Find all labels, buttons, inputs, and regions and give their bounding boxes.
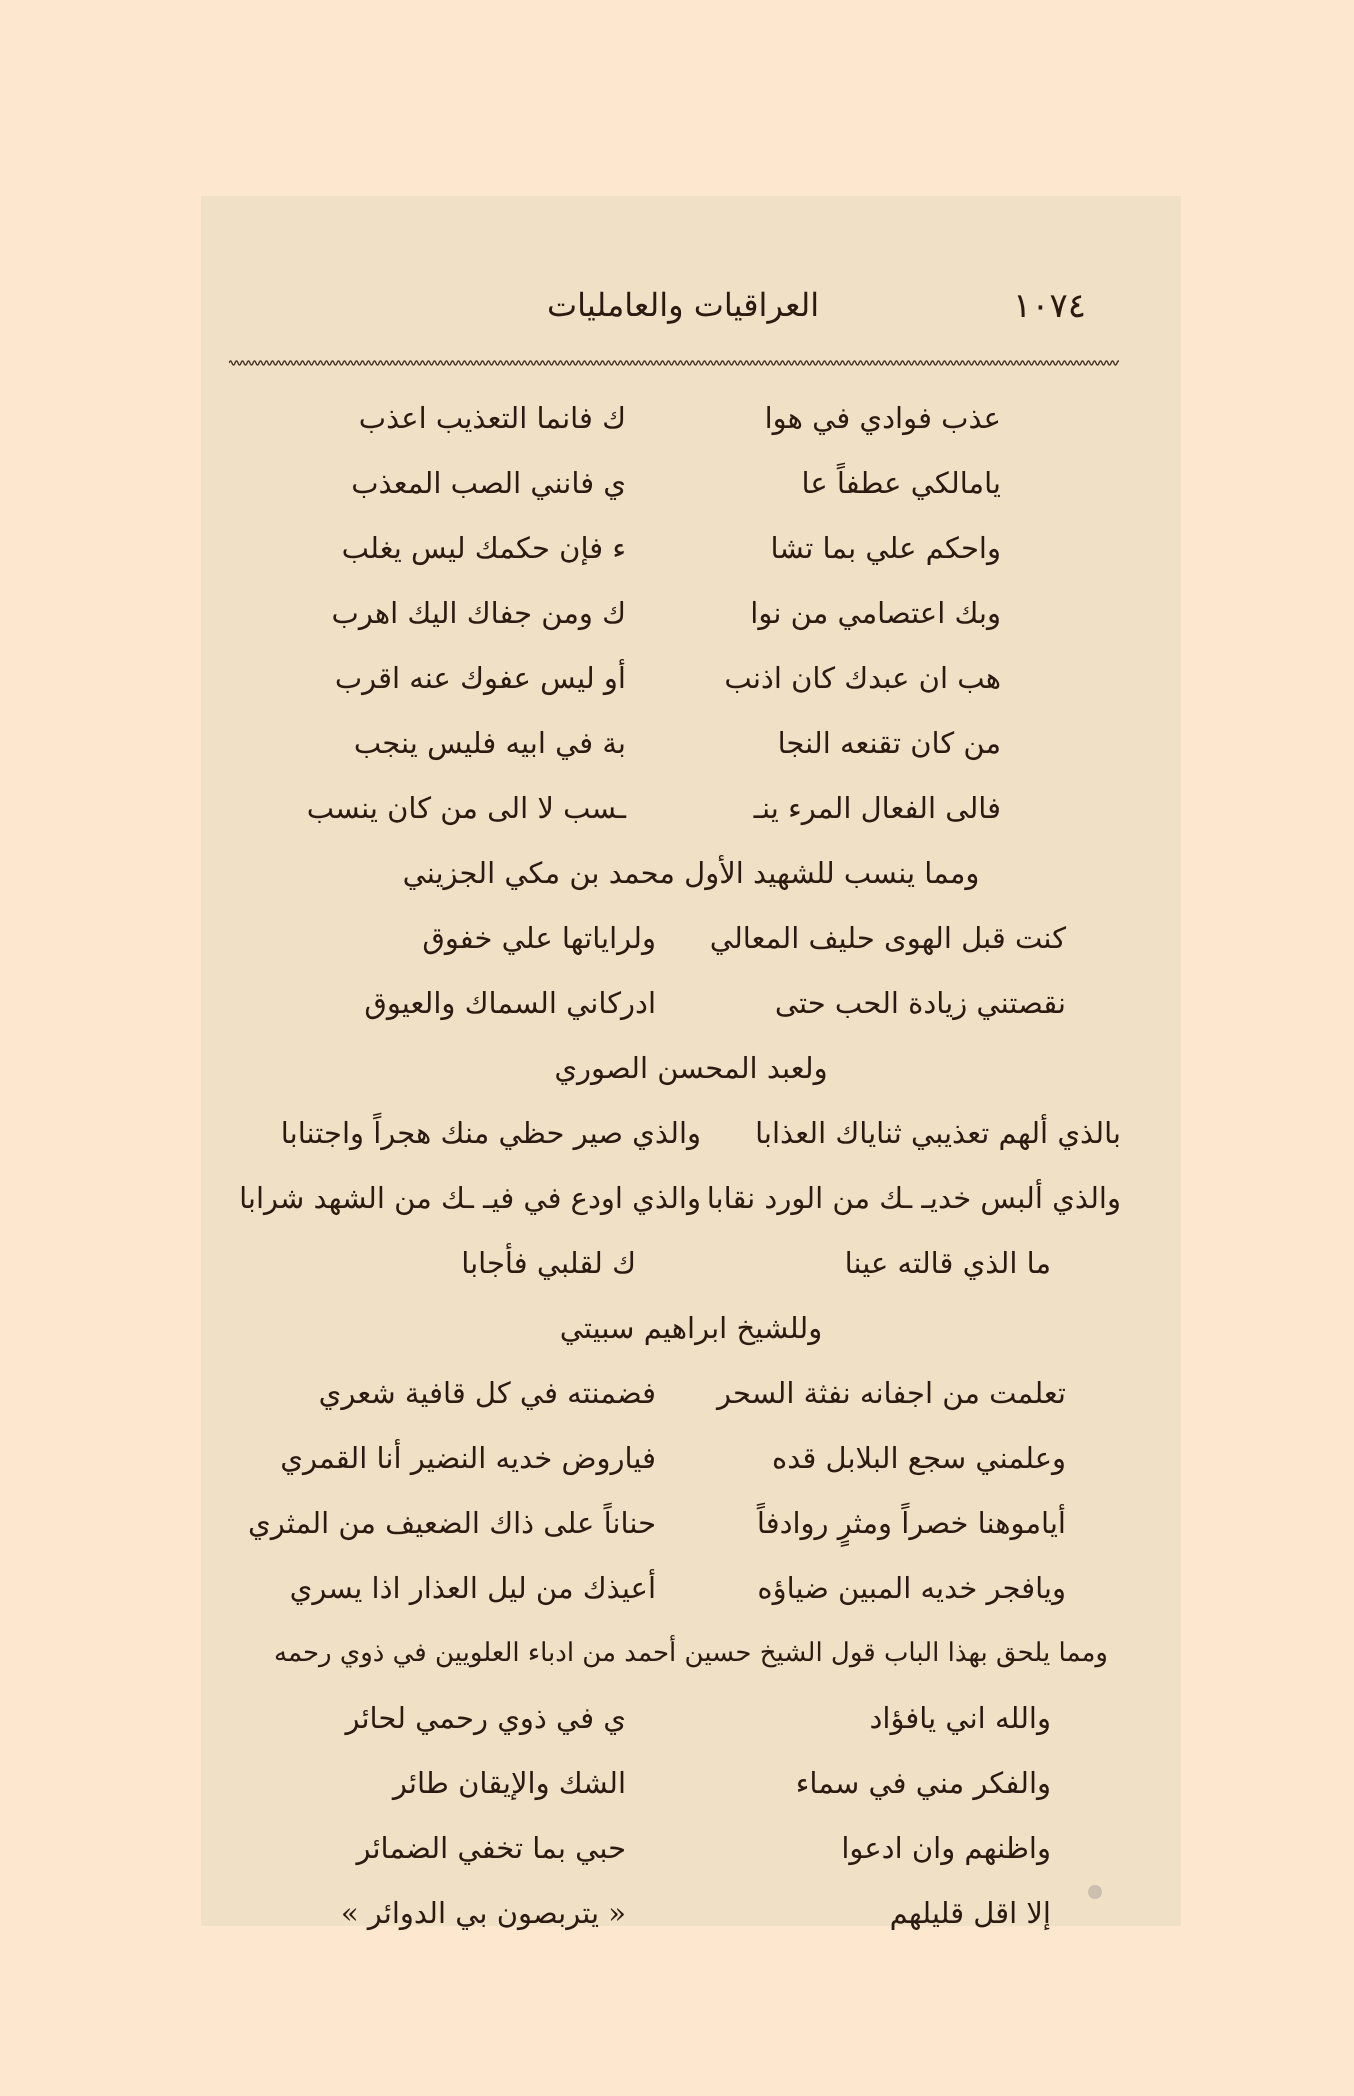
first-hemistich: والفكر مني في سماء [795, 1766, 1051, 1800]
first-hemistich: نقصتني زيادة الحب حتى [774, 986, 1066, 1020]
page-header [201, 286, 1181, 336]
book-page [201, 196, 1181, 1930]
running-title: العراقيات والعامليات [547, 286, 820, 324]
line-text: ومما يلحق بهذا الباب قول الشيخ حسين أحمد من ادباء العلويين في ذوي رحمه [274, 1638, 1108, 1668]
verse-line [201, 1101, 1181, 1166]
first-hemistich: أياموهنا خصراً ومثرٍ روادفاً [756, 1506, 1066, 1540]
verse-line [201, 906, 1181, 971]
second-hemistich: فياروض خديه النضير أنا القمري [280, 1441, 656, 1475]
verse-line [201, 1556, 1181, 1621]
first-hemistich: واحكم علي بما تشا [770, 531, 1001, 565]
first-hemistich: ما الذي قالته عينا [844, 1246, 1051, 1280]
first-hemistich: بالذي ألهم تعذيبي ثناياك العذابا [755, 1116, 1121, 1150]
verse-line [201, 1751, 1181, 1816]
section-heading [201, 1296, 1181, 1361]
second-hemistich: ي في ذوي رحمي لحائر [345, 1701, 626, 1735]
verse-line [201, 711, 1181, 776]
line-text: وللشيخ ابراهيم سبيتي [559, 1311, 823, 1345]
verse-line [201, 581, 1181, 646]
line-text: ولعبد المحسن الصوري [554, 1051, 828, 1085]
first-hemistich: وبك اعتصامي من نوا [750, 596, 1001, 630]
verse-line [201, 1361, 1181, 1426]
verse-line [201, 971, 1181, 1036]
second-hemistich: والذي صير حظي منك هجراً واجتنابا [280, 1116, 701, 1150]
verse-line [201, 776, 1181, 841]
second-hemistich: ولراياتها علي خفوق [422, 921, 656, 955]
first-hemistich: وعلمني سجع البلابل قده [772, 1441, 1066, 1475]
second-hemistich: فضمنته في كل قافية شعري [318, 1376, 656, 1410]
second-hemistich: أعيذك من ليل العذار اذا يسري [289, 1571, 656, 1605]
first-hemistich: والذي ألبس خديـ ـك من الورد نقابا [706, 1181, 1121, 1215]
first-hemistich: يامالكي عطفاً عا [801, 466, 1001, 500]
poem-body [201, 386, 1181, 1946]
second-hemistich: ادركاني السماك والعيوق [364, 986, 656, 1020]
verse-line [201, 1426, 1181, 1491]
second-hemistich: ك ومن جفاك اليك اهرب [331, 596, 626, 630]
first-hemistich: ويافجر خديه المبين ضياؤه [757, 1571, 1066, 1605]
second-hemistich: بة في ابيه فليس ينجب [353, 726, 626, 760]
first-hemistich: عذب فوادي في هوا [764, 401, 1001, 435]
paper-blemish [1088, 1885, 1102, 1899]
section-heading [201, 841, 1181, 906]
verse-line [201, 1231, 1181, 1296]
second-hemistich: الشك والإيقان طائر [392, 1766, 626, 1800]
second-hemistich: أو ليس عفوك عنه اقرب [334, 661, 626, 695]
second-hemistich: ء فإن حكمك ليس يغلب [341, 531, 626, 565]
second-hemistich: حناناً على ذاك الضعيف من المثري [248, 1506, 656, 1540]
line-text: ومما ينسب للشهيد الأول محمد بن مكي الجزيني [402, 856, 980, 890]
verse-line [201, 1166, 1181, 1231]
second-hemistich: ـسب لا الى من كان ينسب [306, 791, 626, 825]
second-hemistich: والذي اودع في فيـ ـك من الشهد شرابا [239, 1181, 701, 1215]
verse-line [201, 1816, 1181, 1881]
first-hemistich: كنت قبل الهوى حليف المعالي [709, 921, 1066, 955]
verse-line [201, 1491, 1181, 1556]
prose-line [201, 1621, 1181, 1686]
first-hemistich: والله اني يافؤاد [869, 1701, 1051, 1735]
first-hemistich: من كان تقنعه النجا [777, 726, 1001, 760]
section-heading [201, 1036, 1181, 1101]
first-hemistich: واظنهم وان ادعوا [841, 1831, 1051, 1865]
second-hemistich: « يتربصون بي الدوائر » [340, 1896, 626, 1930]
verse-line [201, 646, 1181, 711]
second-hemistich: حبي بما تخفي الضمائر [356, 1831, 626, 1865]
first-hemistich: فالى الفعال المرء ينـ [753, 791, 1001, 825]
verse-line [201, 451, 1181, 516]
page-number: ١٠٧٤ [1013, 286, 1087, 326]
first-hemistich: إلا اقل قليلهم [889, 1896, 1051, 1930]
second-hemistich: ك لقلبي فأجابا [461, 1246, 636, 1280]
verse-line [201, 1686, 1181, 1751]
verse-line [201, 516, 1181, 581]
second-hemistich: ي فانني الصب المعذب [351, 466, 626, 500]
wavy-rule [229, 356, 1119, 370]
first-hemistich: تعلمت من اجفانه نفثة السحر [716, 1376, 1066, 1410]
second-hemistich: ك فانما التعذيب اعذب [358, 401, 626, 435]
verse-line [201, 386, 1181, 451]
first-hemistich: هب ان عبدك كان اذنب [724, 661, 1001, 695]
verse-line [201, 1881, 1181, 1946]
